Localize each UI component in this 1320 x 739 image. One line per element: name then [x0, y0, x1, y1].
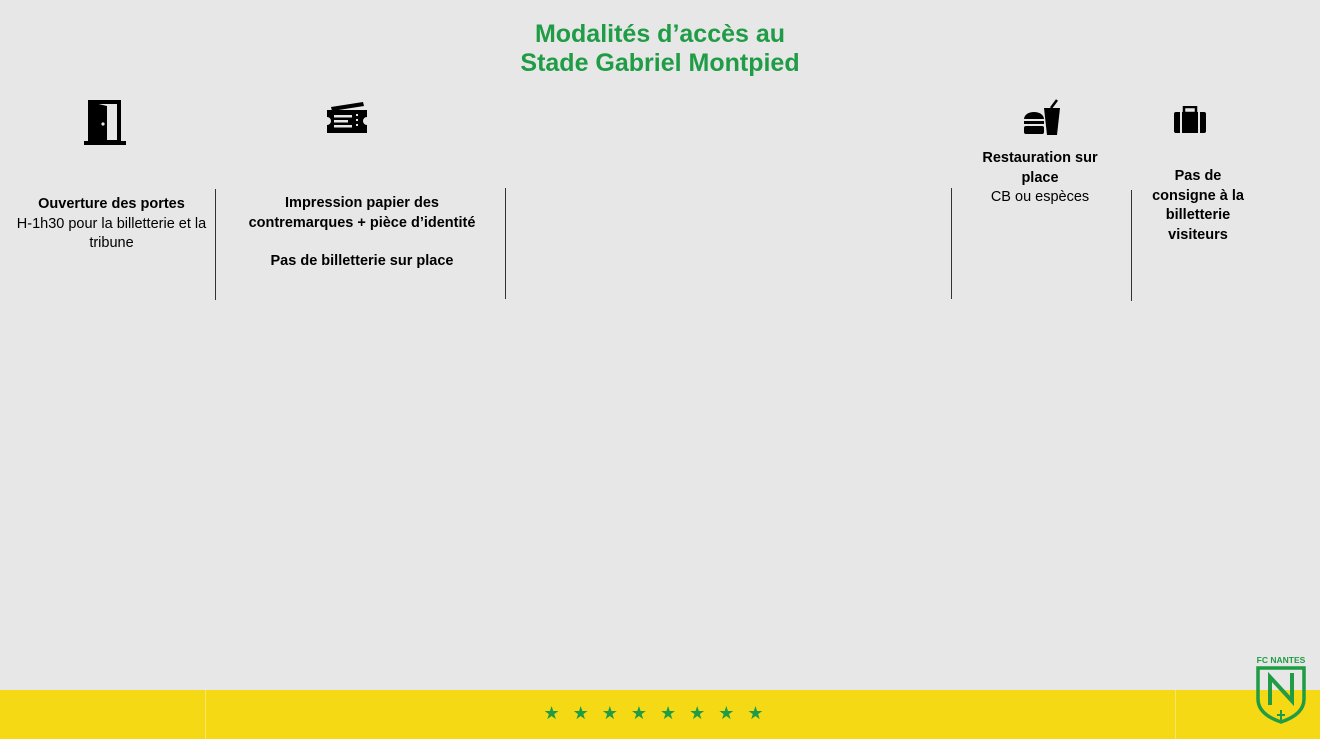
doors-opening-block [8, 195, 215, 254]
fc-nantes-crest-icon [1250, 655, 1312, 727]
divider-2 [505, 188, 506, 299]
fast-food-icon [1022, 99, 1062, 137]
food-block [975, 149, 1105, 208]
suitcase-icon [1173, 106, 1207, 134]
food-payment-methods: CB ou espèces [990, 189, 1090, 205]
luggage-line3: billetterie [1165, 207, 1231, 223]
page-title-line2: Stade Gabriel Montpied [520, 49, 800, 77]
luggage-line2: consigne à la [1152, 187, 1244, 204]
luggage-line1: Pas de [1174, 168, 1222, 184]
doors-opening-body-line2: tribune [89, 235, 134, 251]
luggage-line4: visiteurs [1168, 226, 1228, 243]
ticket-print-heading-line1: Impression papier des [285, 195, 439, 211]
food-heading-line2: place [1021, 169, 1059, 186]
footer-stars: ★★★★★★★★ [543, 703, 777, 724]
no-box-office-note: Pas de billetterie sur place [270, 253, 454, 269]
food-heading-line1: Restauration sur [982, 150, 1098, 166]
divider-4 [1131, 190, 1132, 301]
club-logo-text: FC NANTES [1256, 655, 1306, 665]
door-icon [83, 100, 127, 146]
doors-opening-heading: Ouverture des portes [38, 196, 185, 212]
ticket-icon [325, 101, 369, 135]
divider-3 [951, 188, 952, 299]
ticket-print-heading-line2: contremarques + pièce d’identité [248, 214, 476, 231]
doors-opening-body-line1: H-1h30 pour la billetterie et la [16, 215, 207, 232]
luggage-block [1138, 167, 1258, 245]
divider-1 [215, 189, 216, 300]
page-title-line1: Modalités d’accès au [534, 20, 786, 48]
ticket-print-block [219, 194, 505, 272]
